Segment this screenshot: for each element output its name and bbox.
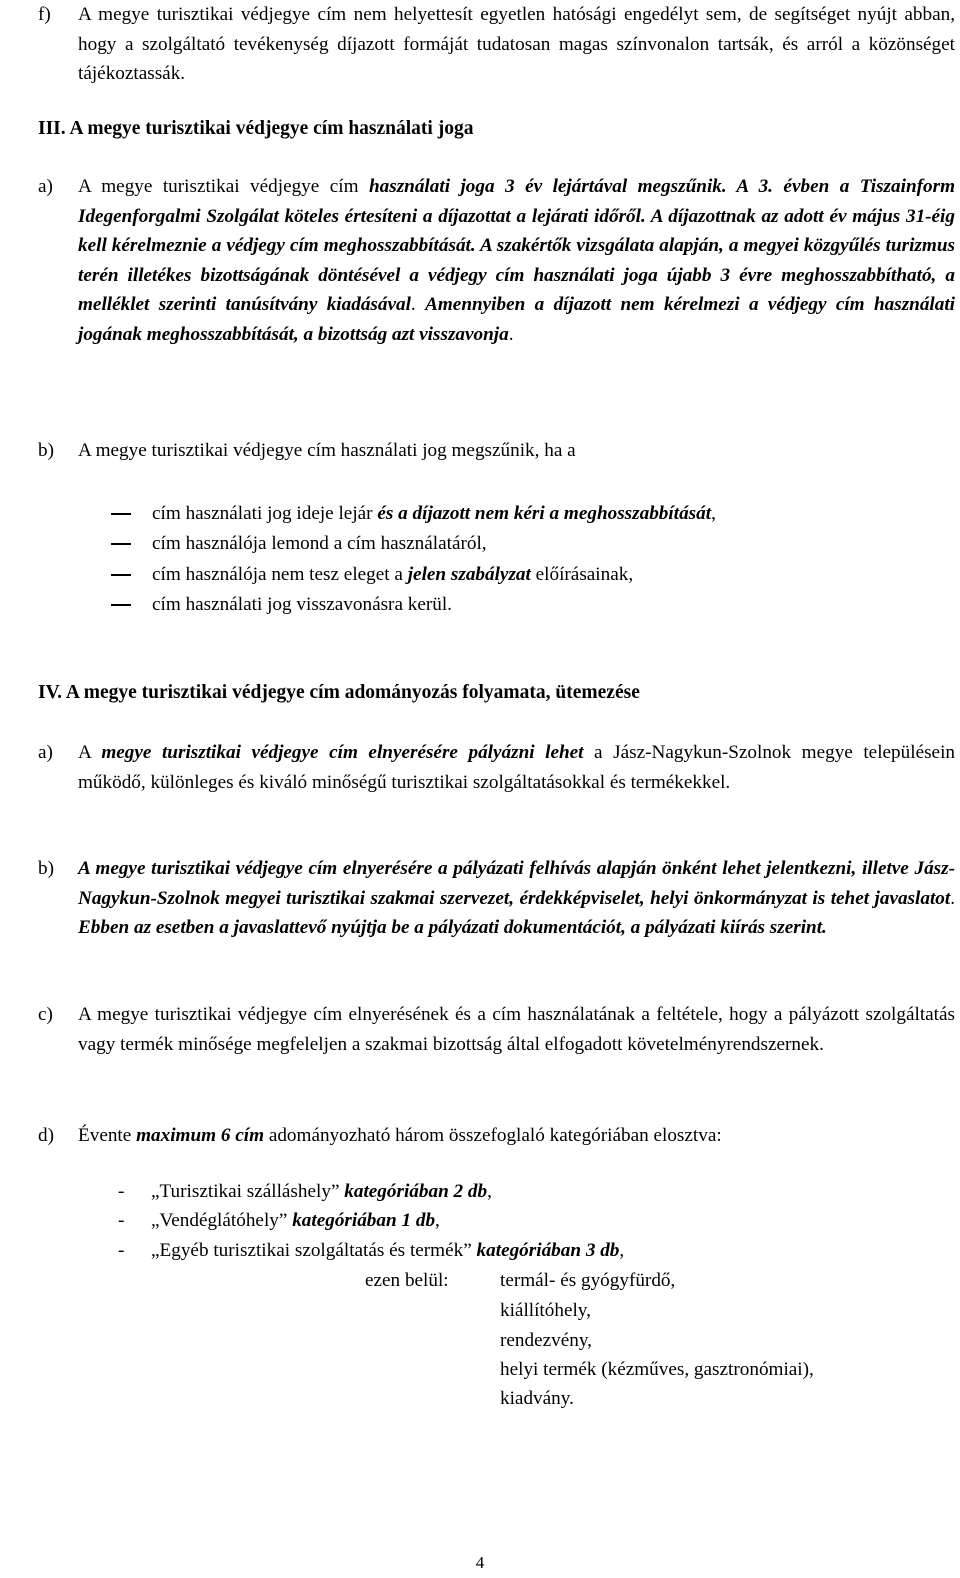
hyphen-marker: -: [118, 1240, 125, 1261]
text-run: cím használati jog ideje lejár: [152, 503, 378, 524]
emphasis-run: maximum 6 cím: [136, 1125, 265, 1146]
emphasis-run: kategóriában 3 db: [476, 1240, 620, 1261]
list-item: [111, 590, 955, 620]
text-run: „Vendéglátóhely”: [151, 1210, 293, 1231]
hyphen-marker: -: [118, 1210, 125, 1231]
paragraph-iv-b: [38, 854, 955, 943]
text-run: .: [508, 323, 514, 345]
section-heading-iv: IV. A megye turisztikai védjegye cím adományozás folyamata, ütemezése: [38, 682, 640, 703]
dash-marker: [111, 574, 131, 576]
text-run: .: [410, 294, 426, 315]
text-run: a Jász-Nagykun-Szolnok megye településein működő, különleges és kiváló minőségű turisztikai szolgáltatásokkal és termékekkel.: [78, 742, 955, 793]
text-run: adományozható három összefoglaló kategóriában elosztva:: [264, 1125, 722, 1146]
item-label: b): [38, 440, 54, 461]
emphasis-run: kategóriában 2 db: [344, 1181, 488, 1202]
text-run: ,: [619, 1240, 625, 1261]
item-label: f): [38, 4, 51, 25]
text-run: „Turisztikai szálláshely”: [151, 1181, 345, 1202]
sub-list-item: kiadvány.: [500, 1388, 574, 1409]
text-run: cím használati jog visszavonásra kerül.: [152, 594, 452, 615]
dash-marker: [111, 543, 131, 545]
text-run: „Egyéb turisztikai szolgáltatás és termék”: [151, 1240, 477, 1261]
section-heading-iii: III. A megye turisztikai védjegye cím használati joga: [38, 118, 474, 139]
paragraph-iv-c: [38, 1000, 955, 1059]
text-run: Évente: [78, 1125, 137, 1146]
item-label: c): [38, 1004, 53, 1025]
paragraph-iv-a: [38, 738, 955, 797]
emphasis-run: használati joga 3 év lejártával megszűnik. A 3. évben a Tiszainform Idegenforgalmi Szolgálat köteles értesíteni a díjazottat a lejárati időről. A díjazottnak az adott év május 31-éig kell kérelmeznie a védjegy cím meghosszabbítását. A szakértők vizsgálata alapján, a megyei közgyűlés turizmus terén illetékes bizottságának döntésével a védjegy cím használati joga újabb 3 évre meghosszabbítható, a melléklet szerinti tanúsítvány kiadásával: [78, 176, 955, 315]
page-number: 4: [475, 1553, 485, 1572]
paragraph-text: [78, 854, 955, 943]
emphasis-run: jelen szabályzat: [407, 564, 531, 585]
sub-list-item: termál- és gyógyfürdő,: [500, 1270, 676, 1291]
list-item: [118, 1206, 955, 1236]
sub-list-item: kiállítóhely,: [500, 1300, 591, 1321]
item-label: a): [38, 742, 53, 763]
hyphen-marker: -: [118, 1181, 125, 1202]
text-run: ,: [487, 1181, 492, 1202]
paragraph-text: A megye turisztikai védjegye cím használati jog megszűnik, ha a: [78, 440, 576, 461]
item-label: b): [38, 858, 54, 879]
list-item: [111, 529, 955, 559]
paragraph-iv-d: [38, 1121, 955, 1151]
dash-marker: [111, 513, 131, 515]
list-item: [118, 1236, 955, 1266]
paragraph-text: A megye turisztikai védjegye cím elnyerésének és a cím használatának a feltétele, hogy a pályázott szolgáltatás vagy termék minősége megfeleljen a szakmai bizottság által elfogadott követelményrendszernek.: [78, 1004, 955, 1055]
paragraph-f: [38, 0, 955, 89]
text-run: előírásainak,: [530, 564, 634, 585]
paragraph-text: A megye turisztikai védjegye cím nem helyettesít egyetlen hatósági engedélyt sem, de segítséget nyújt abban, hogy a szolgáltató tevékenység díjazott formáját tudatosan magas színvonalon tartsák, és arról a közönséget tájékoztassák.: [78, 4, 955, 84]
item-label: a): [38, 176, 53, 197]
paragraph-iii-b: [38, 436, 955, 466]
emphasis-run: Ebben az esetben a javaslattevő nyújtja be a pályázati dokumentációt, a pályázati kiírás szerint.: [78, 917, 827, 938]
text-run: ,: [435, 1210, 440, 1231]
paragraph-iii-a: [38, 172, 955, 349]
emphasis-run: Amennyiben a díjazott nem kérelmezi a védjegy cím használati jogának meghosszabbítását, a bizottság azt visszavonja: [78, 294, 956, 345]
paragraph-text: [78, 738, 955, 797]
text-run: cím használója nem tesz eleget a: [152, 564, 408, 585]
text-run: A: [78, 742, 102, 763]
sub-list-item: rendezvény,: [500, 1330, 592, 1351]
emphasis-run: és a díjazott nem kéri a meghosszabbítását: [377, 503, 712, 524]
paragraph-text: [78, 172, 955, 349]
emphasis-run: kategóriában 1 db: [292, 1210, 436, 1231]
emphasis-run: A megye turisztikai védjegye cím elnyerésére a pályázati felhívás alapján önként lehet jelentkezni, illetve Jász-Nagykun-Szolnok megyei turisztikai szakmai szervezet, érdekképviselet, helyi önkormányzat is tehet javaslatot: [78, 858, 955, 909]
text-run: A megye turisztikai védjegye cím: [78, 176, 369, 197]
sub-list-item: helyi termék (kézműves, gasztronómiai),: [500, 1359, 814, 1380]
list-item: [111, 499, 955, 529]
dash-marker: [111, 604, 131, 606]
paragraph-text: [78, 1121, 955, 1151]
text-run: ,: [711, 503, 716, 524]
emphasis-run: megye turisztikai védjegye cím elnyerésére pályázni lehet: [101, 742, 584, 763]
list-item: [111, 560, 955, 590]
list-item: [118, 1177, 955, 1207]
text-run: .: [950, 887, 955, 909]
within-label: ezen belül:: [365, 1270, 449, 1291]
item-label: d): [38, 1125, 54, 1146]
text-run: cím használója lemond a cím használatáról,: [152, 533, 487, 554]
